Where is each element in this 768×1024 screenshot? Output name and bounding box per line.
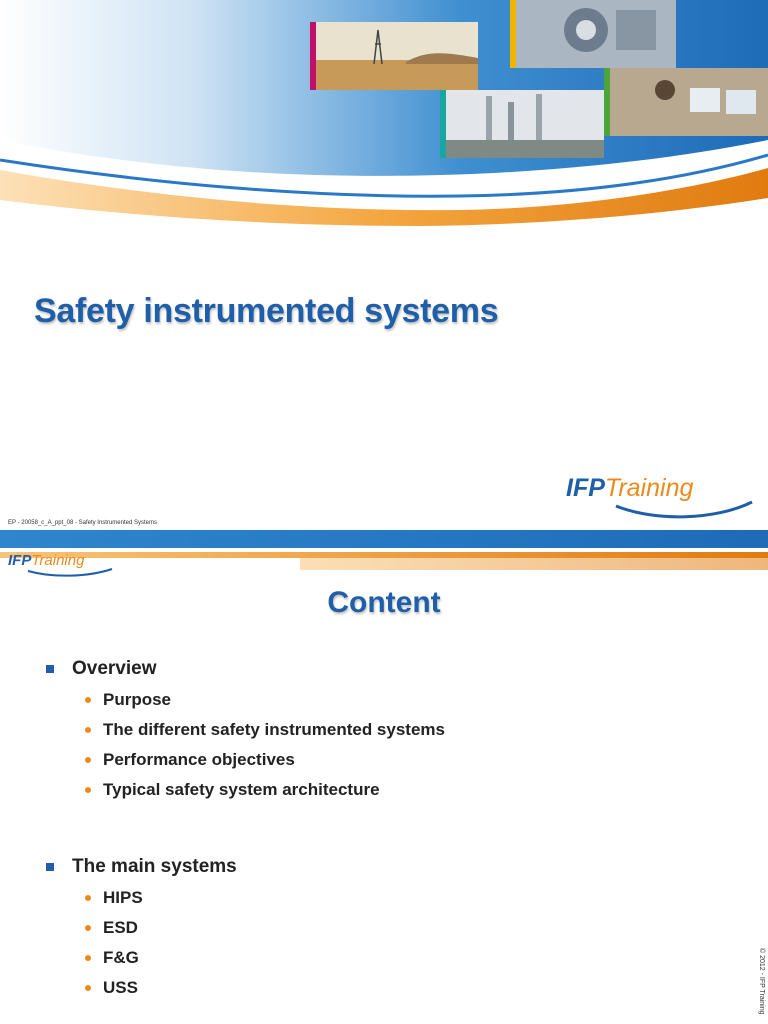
logo-ifp-text: IFP <box>566 474 605 502</box>
ifp-training-logo-small <box>8 552 118 582</box>
bullet-dot-icon <box>85 895 91 901</box>
content-title: Content <box>327 586 441 619</box>
bullet-dot-icon <box>85 727 91 733</box>
content-slide <box>0 530 768 1024</box>
control-room-photo <box>604 68 768 136</box>
copyright-note <box>755 948 767 1018</box>
ifp-training-logo <box>566 474 760 524</box>
list-item: Performance objectives <box>103 750 295 770</box>
bullet-dot-icon <box>85 787 91 793</box>
section-label: The main systems <box>72 856 237 877</box>
logo-ifp-text: IFP <box>8 552 32 569</box>
copyright-text: © 2012 - IFP Training <box>758 948 765 1015</box>
desert-rig-photo <box>310 22 484 90</box>
logo-swoosh <box>566 500 760 522</box>
square-bullet-icon <box>46 863 54 871</box>
list-item: HIPS <box>103 888 143 908</box>
bullet-dot-icon <box>85 955 91 961</box>
logo-training-text: Training <box>31 552 85 569</box>
section-label: Overview <box>72 658 157 679</box>
logo-training-text: Training <box>604 474 694 502</box>
slide-footer: EP - 20058_c_A_ppt_08 - Safety Instrumented Systems <box>8 520 157 526</box>
list-item: The different safety instrumented systems <box>103 720 445 740</box>
bullet-dot-icon <box>85 985 91 991</box>
engine-photo <box>510 0 682 68</box>
bullet-dot-icon <box>85 697 91 703</box>
bullet-dot-icon <box>85 925 91 931</box>
slide-title: Safety instrumented systems <box>34 292 499 330</box>
list-item: Purpose <box>103 690 171 710</box>
refinery-photo <box>440 90 610 158</box>
list-item: USS <box>103 978 138 998</box>
square-bullet-icon <box>46 665 54 673</box>
list-item: ESD <box>103 918 138 938</box>
logo-swoosh <box>8 568 118 578</box>
list-item: F&G <box>103 948 139 968</box>
bullet-dot-icon <box>85 757 91 763</box>
list-item: Typical safety system architecture <box>103 780 380 800</box>
